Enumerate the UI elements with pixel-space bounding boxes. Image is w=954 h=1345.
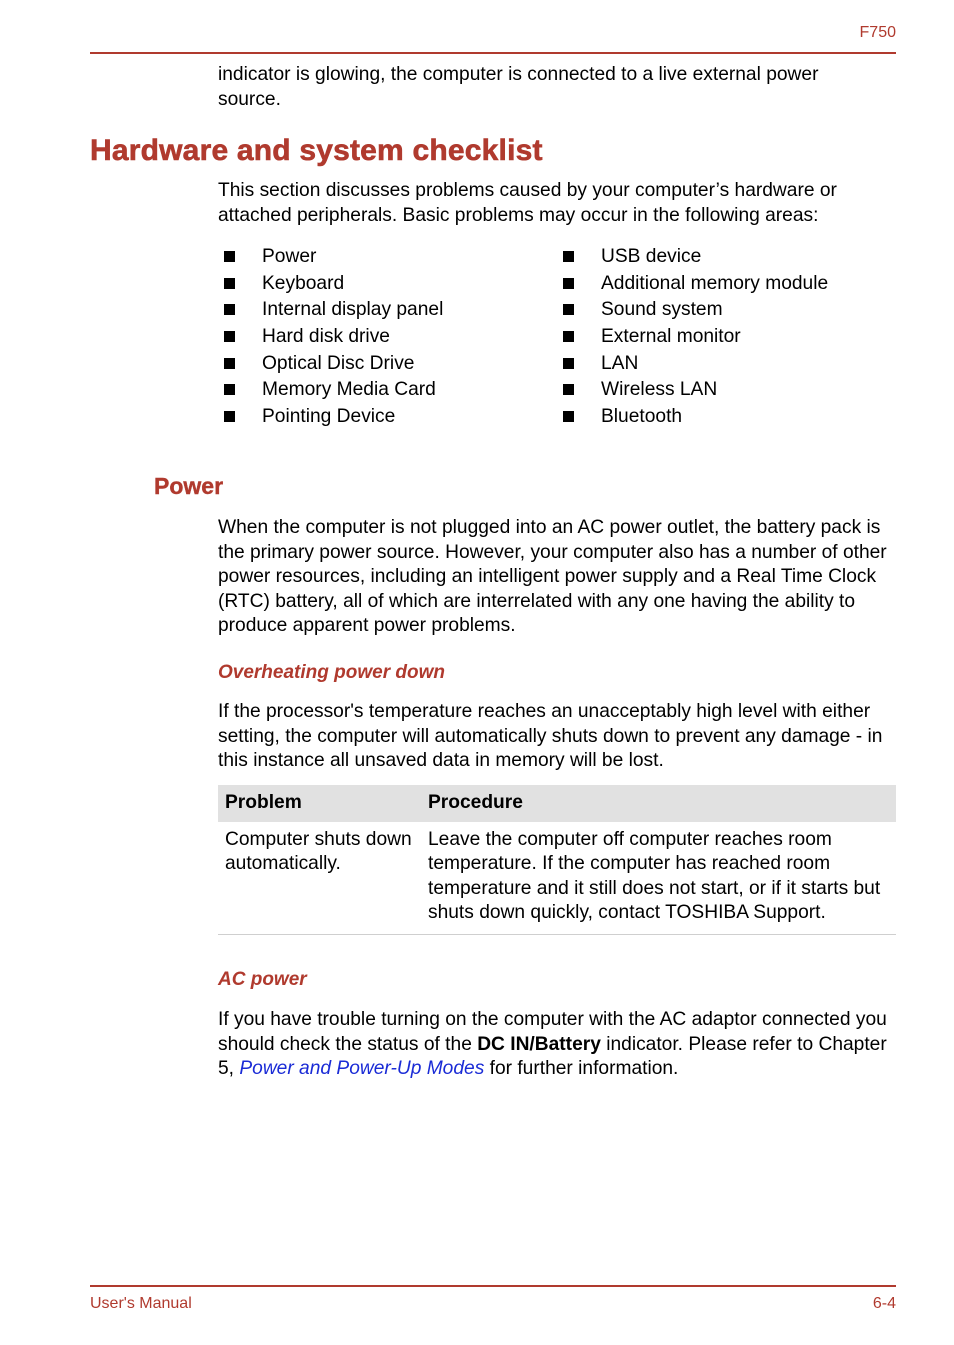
bullet-square-icon [224,251,235,262]
list-item: Optical Disc Drive [218,352,443,379]
bullet-square-icon [224,304,235,315]
bullet-square-icon [224,278,235,289]
list-item: Hard disk drive [218,325,443,352]
ac-power-paragraph: If you have trouble turning on the computer with the AC adaptor connected you should check the status of the DC IN/Battery indicator. Please refer to Chapter 5, Power and Power-Up Modes for further information. [218,1009,887,1079]
section-intro: This section discusses problems caused by your computer’s hardware or attached peripherals. Basic problems may occur in the following areas: [218,180,837,226]
list-item: Bluetooth [557,405,828,432]
table-row [218,822,896,935]
power-paragraph: When the computer is not plugged into an AC power outlet, the battery pack is the primary power source. However, your computer also has a number of other power resources, including an intelligent power supply and a Real Time Clock (RTC) battery, all of which are interrelated with any one having the ability to produce apparent power problems. [218,517,887,636]
continuation-paragraph: indicator is glowing, the computer is connected to a live external power source. [218,64,819,110]
list-item: Additional memory module [557,272,828,299]
bullet-square-icon [563,304,574,315]
problem-procedure-table [218,785,896,935]
ac-power-heading: AC power [218,969,307,990]
table-header-problem: Problem [218,785,421,822]
bullet-square-icon [563,331,574,342]
table-cell-problem: Computer shuts down automatically. [218,822,421,935]
header-rule [90,52,896,54]
bullet-square-icon [224,331,235,342]
footer-page-number: 6-4 [872,1295,896,1312]
footer-manual-label: User's Manual [90,1295,192,1312]
list-item: External monitor [557,325,828,352]
areas-list-right [557,245,828,432]
section-title: Hardware and system checklist [90,134,543,167]
list-item: Internal display panel [218,298,443,325]
overheating-heading: Overheating power down [218,662,445,683]
power-modes-link[interactable]: Power and Power-Up Modes [239,1058,485,1079]
overheating-paragraph: If the processor's temperature reaches an unacceptably high level with either setting, the computer will automatically shuts down to prevent any damage - in this instance all unsaved data in memory will be lost. [218,701,883,771]
bullet-square-icon [563,251,574,262]
bullet-square-icon [563,358,574,369]
footer-rule [90,1285,896,1287]
list-item: Pointing Device [218,405,443,432]
table-header-procedure: Procedure [421,785,896,822]
power-heading: Power [154,473,224,499]
list-item: Memory Media Card [218,378,443,405]
header-model-label: F750 [859,24,896,41]
table-cell-procedure: Leave the computer off computer reaches room temperature. If the computer has reached room temperature and it still does not start, or if it starts but shuts down quickly, contact TOSHIBA Support. [421,822,896,935]
table-header-row [218,785,896,822]
list-item: Wireless LAN [557,378,828,405]
bullet-square-icon [224,358,235,369]
bullet-square-icon [563,384,574,395]
list-item: Keyboard [218,272,443,299]
areas-list-left [218,245,443,432]
list-item: USB device [557,245,828,272]
bullet-square-icon [224,411,235,422]
list-item: LAN [557,352,828,379]
bullet-square-icon [224,384,235,395]
bullet-square-icon [563,278,574,289]
list-item: Sound system [557,298,828,325]
list-item: Power [218,245,443,272]
dc-in-battery-term: DC IN/Battery [477,1033,601,1055]
bullet-square-icon [563,411,574,422]
